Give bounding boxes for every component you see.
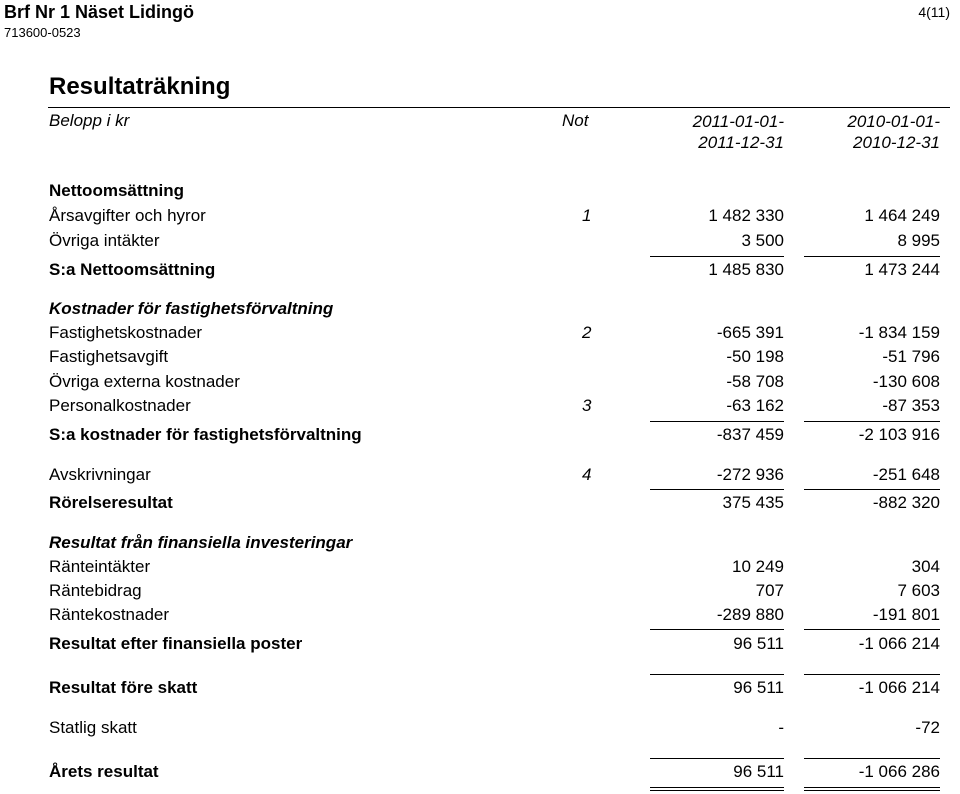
row-label: S:a kostnader för fastighetsförvaltning: [49, 425, 362, 444]
column-header-2011-start: 2011-01-01-: [692, 112, 784, 131]
sum-rule: [804, 758, 940, 759]
table-row: [0, 206, 960, 228]
table-row: [0, 323, 960, 345]
row-value-2010: 7 603: [897, 581, 940, 600]
row-label: Övriga externa kostnader: [49, 372, 240, 391]
row-value-2010: -251 648: [872, 465, 940, 484]
row-value-2010: -130 608: [872, 372, 940, 391]
row-label: Räntekostnader: [49, 605, 170, 624]
row-value-2010: -1 066 214: [858, 678, 940, 697]
total-double-rule: [804, 790, 940, 791]
table-row: [0, 465, 960, 487]
row-value-2011: 96 511: [733, 762, 784, 781]
row-label: Årets resultat: [49, 762, 159, 781]
row-value-2010: 8 995: [897, 231, 940, 250]
row-value-2011: 96 511: [733, 678, 784, 697]
row-value-2011: -837 459: [716, 425, 784, 444]
total-double-rule: [804, 787, 940, 788]
sum-rule: [804, 489, 940, 490]
row-value-2011: 10 249: [732, 557, 784, 576]
row-label: S:a Nettoomsättning: [49, 260, 216, 279]
table-row: [0, 372, 960, 394]
row-note: 3: [582, 396, 592, 415]
row-label: Statlig skatt: [49, 718, 137, 737]
column-header-2010: [847, 111, 940, 153]
column-header-2011: [693, 111, 784, 153]
row-label: Övriga intäkter: [49, 231, 160, 250]
sum-rule: [650, 489, 784, 490]
column-header-2011-end: 2011-12-31: [698, 133, 784, 152]
total-double-rule: [650, 790, 784, 791]
row-value-2011: 1 482 330: [708, 206, 784, 225]
section-heading: [0, 533, 960, 555]
row-value-2011: 375 435: [722, 493, 784, 512]
row-value-2011: -50 198: [726, 347, 784, 366]
section-heading: [0, 181, 960, 203]
row-value-2011: 3 500: [741, 231, 784, 250]
table-row: [0, 605, 960, 627]
subtotal-row: [0, 493, 960, 515]
organization-number: 713600-0523: [4, 25, 81, 40]
header-rule: [48, 107, 950, 108]
section-heading-label: Nettoomsättning: [49, 181, 185, 200]
row-value-2011: -665 391: [716, 323, 784, 342]
table-row: [0, 557, 960, 579]
row-label: Räntebidrag: [49, 581, 142, 600]
row-value-2011: -63 162: [726, 396, 784, 415]
organization-name: Brf Nr 1 Näset Lidingö: [4, 2, 195, 22]
subtotal-row: [0, 634, 960, 656]
row-label: Resultat före skatt: [49, 678, 198, 697]
row-value-2010: -1 834 159: [858, 323, 940, 342]
column-header-2010-start: 2010-01-01-: [847, 112, 940, 131]
row-value-2010: 1 473 244: [864, 260, 940, 279]
section-heading: [0, 299, 960, 321]
row-label: Personalkostnader: [49, 396, 191, 415]
row-value-2011: -: [778, 718, 784, 737]
row-note: 2: [582, 323, 592, 342]
table-row: [0, 231, 960, 253]
page-title: Resultaträkning: [49, 73, 231, 100]
section-heading-label: Resultat från finansiella investeringar: [49, 533, 353, 552]
row-value-2010: 304: [911, 557, 940, 576]
row-value-2010: -87 353: [882, 396, 940, 415]
column-header-label: Belopp i kr: [49, 111, 130, 130]
row-value-2010: -1 066 214: [858, 634, 940, 653]
sum-rule: [650, 421, 784, 422]
row-value-2010: -72: [915, 718, 940, 737]
row-value-2011: 707: [755, 581, 784, 600]
column-header-not: Not: [562, 111, 589, 130]
total-row: [0, 762, 960, 784]
table-row: [0, 396, 960, 418]
row-label: Årsavgifter och hyror: [49, 206, 206, 225]
sum-rule: [804, 674, 940, 675]
sum-rule: [804, 629, 940, 630]
row-label: Rörelseresultat: [49, 493, 173, 512]
sum-rule: [650, 758, 784, 759]
row-value-2011: -289 880: [716, 605, 784, 624]
row-label: Resultat efter finansiella poster: [49, 634, 303, 653]
subtotal-row: [0, 678, 960, 700]
row-label: Ränteintäkter: [49, 557, 151, 576]
row-label: Avskrivningar: [49, 465, 151, 484]
row-note: 1: [582, 206, 592, 225]
table-row: [0, 347, 960, 369]
row-value-2011: 96 511: [733, 634, 784, 653]
row-value-2011: -272 936: [716, 465, 784, 484]
page-number: 4(11): [918, 4, 950, 20]
row-label: Fastighetskostnader: [49, 323, 203, 342]
subtotal-row: [0, 260, 960, 282]
row-label: Fastighetsavgift: [49, 347, 169, 366]
row-value-2011: 1 485 830: [708, 260, 784, 279]
table-row: [0, 718, 960, 740]
row-value-2010: -191 801: [872, 605, 940, 624]
sum-rule: [804, 256, 940, 257]
total-double-rule: [650, 787, 784, 788]
row-value-2010: -2 103 916: [858, 425, 940, 444]
sum-rule: [650, 674, 784, 675]
row-value-2010: -1 066 286: [858, 762, 940, 781]
row-value-2010: 1 464 249: [864, 206, 940, 225]
table-row: [0, 581, 960, 603]
sum-rule: [650, 629, 784, 630]
section-heading-label: Kostnader för fastighetsförvaltning: [49, 299, 334, 318]
row-value-2010: -882 320: [872, 493, 940, 512]
subtotal-row: [0, 425, 960, 447]
sum-rule: [804, 421, 940, 422]
row-value-2010: -51 796: [882, 347, 940, 366]
row-note: 4: [582, 465, 592, 484]
sum-rule: [650, 256, 784, 257]
column-header-2010-end: 2010-12-31: [853, 133, 940, 152]
row-value-2011: -58 708: [726, 372, 784, 391]
